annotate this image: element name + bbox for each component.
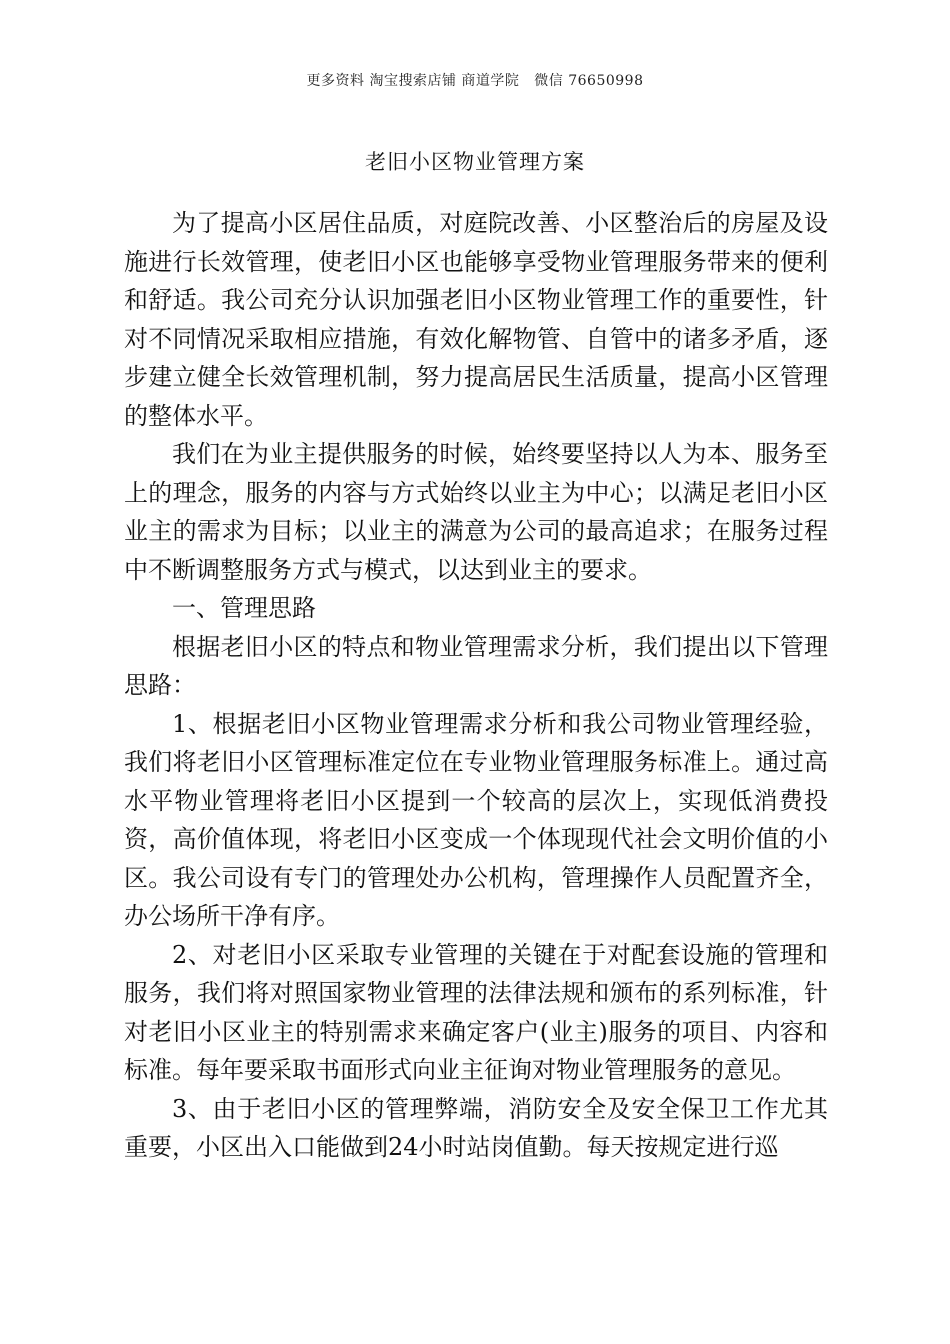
paragraph-item-3: 3、由于老旧小区的管理弊端，消防安全及安全保卫工作尤其重要，小区出入口能做到24小时站岗值勤。每天按规定进行巡 <box>124 1094 828 1161</box>
document-body <box>124 204 828 1167</box>
paragraph-approach-intro: 根据老旧小区的特点和物业管理需求分析，我们提出以下管理思路： <box>124 632 828 699</box>
section-heading-management-approach: 一、管理思路 <box>172 594 316 622</box>
paragraph-service-philosophy: 我们在为业主提供服务的时候，始终要坚持以人为本、服务至上的理念，服务的内容与方式始终以业主为中心；以满足老旧小区业主的需求为目标；以业主的满意为公司的最高追求；在服务过程中不断调整服务方式与模式，以达到业主的要求。 <box>124 440 828 584</box>
header-note: 更多资料 淘宝搜索店铺 商道学院 微信 76650998 <box>306 73 644 89</box>
paragraph-item-1: 1、根据老旧小区物业管理需求分析和我公司物业管理经验，我们将老旧小区管理标准定位在专业物业管理服务标准上。通过高水平物业管理将老旧小区提到一个较高的层次上，实现低消费投资，高价值体现，将老旧小区变成一个体现现代社会文明价值的小区。我公司设有专门的管理处办公机构，管理操作人员配置齐全，办公场所干净有序。 <box>124 709 828 930</box>
paragraph-item-2: 2、对老旧小区采取专业管理的关键在于对配套设施的管理和服务，我们将对照国家物业管理的法律法规和颁布的系列标准，针对老旧小区业主的特别需求来确定客户(业主)服务的项目、内容和标准。每年要采取书面形式向业主征询对物业管理服务的意见。 <box>124 940 828 1084</box>
document-title: 老旧小区物业管理方案 <box>365 150 585 175</box>
paragraph-intro: 为了提高小区居住品质，对庭院改善、小区整治后的房屋及设施进行长效管理，使老旧小区也能够享受物业管理服务带来的便利和舒适。我公司充分认识加强老旧小区物业管理工作的重要性，针对不同情况采取相应措施，有效化解物管、自管中的诸多矛盾，逐步建立健全长效管理机制，努力提高居民生活质量，提高小区管理的整体水平。 <box>124 209 828 430</box>
